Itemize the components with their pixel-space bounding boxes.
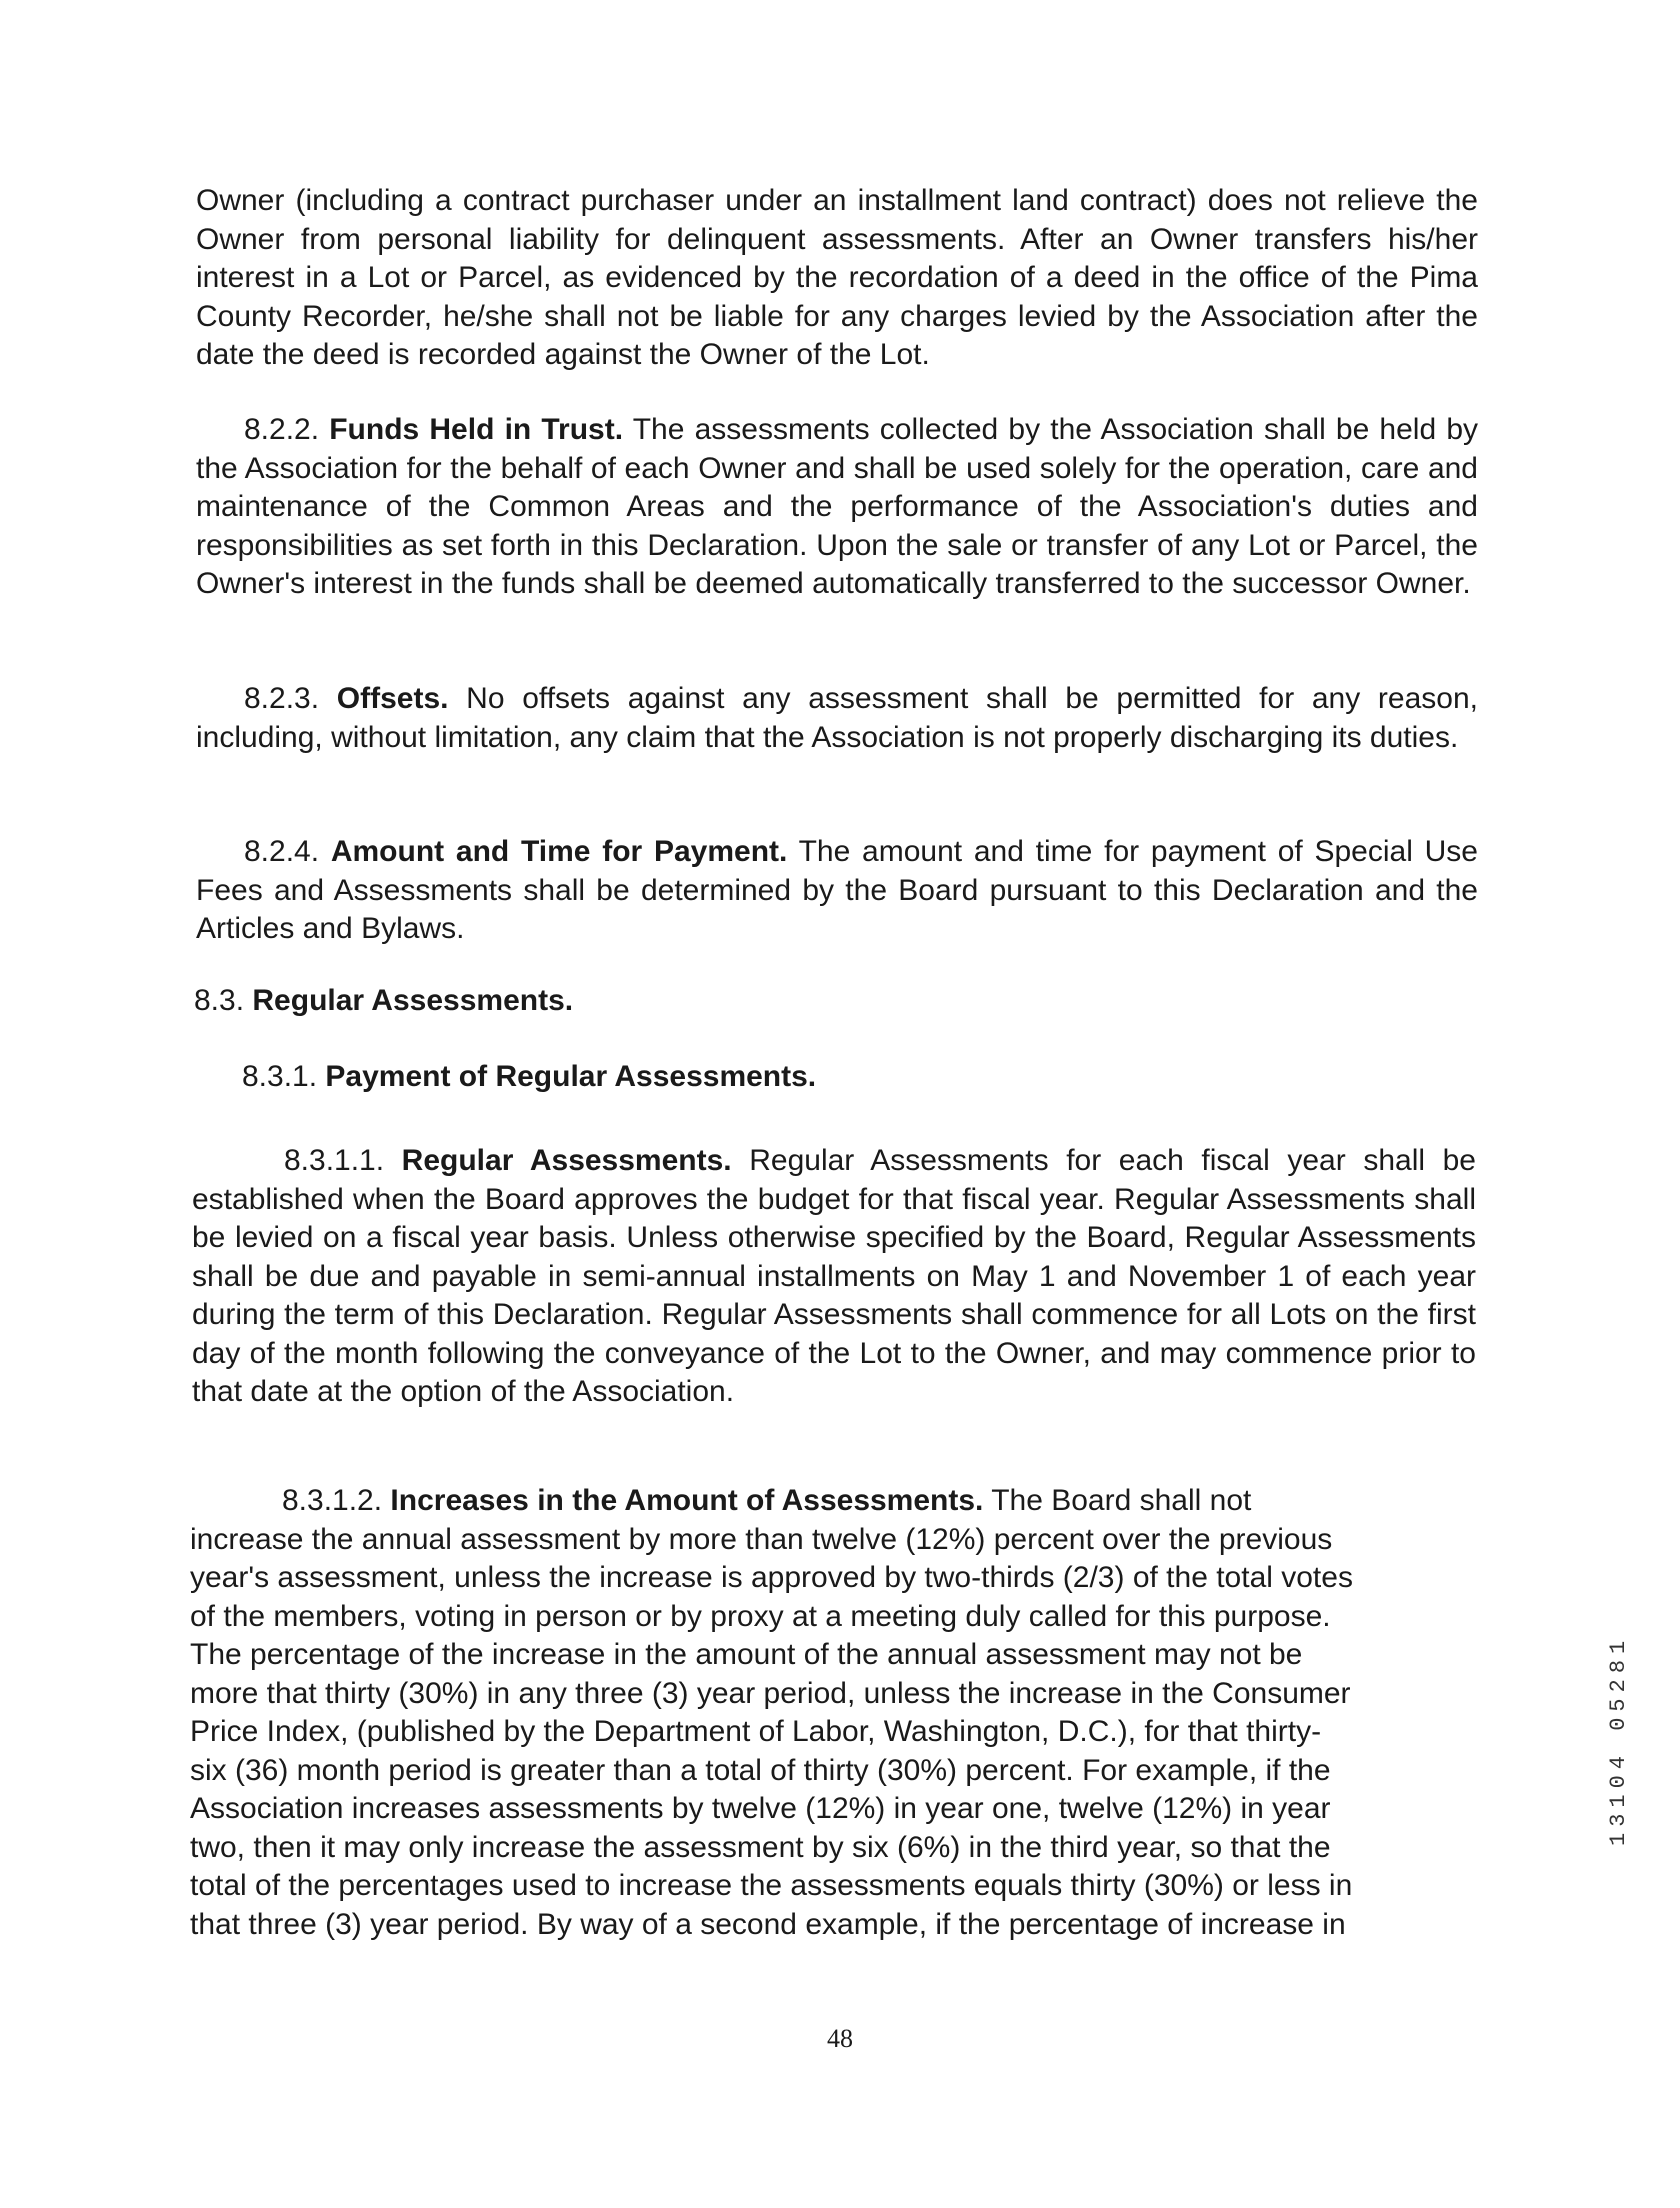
- body-line: Association increases assessments by twelve (12%) in year one, twelve (12%) in year: [190, 1792, 1331, 1825]
- heading-8-3-1: [242, 1058, 816, 1097]
- section-body: The amount and time for payment of Special Use Fees and Assessments shall be determined by the Board pursuant to this Declaration and the Articles and Bylaws.: [196, 835, 1478, 945]
- body-line: increase the annual assessment by more than twelve (12%) percent over the previous: [190, 1522, 1333, 1556]
- page-number: 48: [827, 2024, 853, 2053]
- section-8-3-1-1: [192, 1142, 1476, 1412]
- section-number: 8.3.1.2.: [282, 1484, 383, 1517]
- section-title: Increases in the Amount of Assessments.: [390, 1484, 984, 1517]
- body-line: two, then it may only increase the assessment by six (6%) in the third year, so that the: [190, 1830, 1331, 1864]
- paragraph-continuation: Owner (including a contract purchaser under an installment land contract) does not relieve the Owner from personal liability for delinquent assessments. After an Owner transfers his/her interest in a Lot or Parcel, as evidenced by the recordation of a deed in the office of the Pima County Recorder, he/she shall not be liable for any charges levied by the Association after the date the deed is recorded against the Owner of the Lot.: [196, 184, 1478, 371]
- section-8-3-1-2: [190, 1482, 1490, 1944]
- section-number: 8.2.3.: [244, 682, 320, 715]
- section-title: Funds Held in Trust.: [329, 413, 624, 446]
- heading-8-3: [194, 982, 573, 1021]
- section-body: No offsets against any assessment shall be permitted for any reason, including, without limitation, any claim that the Association is not properly discharging its duties.: [196, 682, 1478, 754]
- body-line: Price Index, (published by the Department of Labor, Washington, D.C.), for that thirty-: [190, 1715, 1322, 1748]
- recording-stamp: 13104 05281: [1606, 1634, 1631, 1846]
- body-line: more that thirty (30%) in any three (3) year period, unless the increase in the Consumer: [190, 1676, 1351, 1710]
- section-8-2-3: [196, 680, 1478, 757]
- section-title: Amount and Time for Payment.: [330, 835, 788, 868]
- body-line: The percentage of the increase in the amount of the annual assessment may not be: [190, 1638, 1303, 1671]
- heading-number: 8.3.1.: [242, 1060, 318, 1093]
- section-8-2-2: [196, 411, 1478, 604]
- heading-number: 8.3.: [194, 984, 245, 1017]
- heading-title: Regular Assessments.: [252, 984, 574, 1017]
- section-number: 8.3.1.1.: [284, 1144, 385, 1177]
- body-line: of the members, voting in person or by proxy at a meeting duly called for this purpose.: [190, 1599, 1331, 1633]
- section-number: 8.2.2.: [244, 413, 320, 446]
- section-first-line: [190, 1482, 1490, 1521]
- section-body: The assessments collected by the Association shall be held by the Association for the behalf of each Owner and shall be used solely for the operation, care and maintenance of the Common Areas and the performance of the Association's duties and responsibilities as set forth in this Declaration. Upon the sale or transfer of any Lot or Parcel, the Owner's interest in the funds shall be deemed automatically transferred to the successor Owner.: [196, 413, 1479, 600]
- section-body: Regular Assessments for each fiscal year shall be established when the Board approves the budget for that fiscal year. Regular Assessments shall be levied on a fiscal year basis. Unless otherwise specified by the Board, Regular Assessments shall be due and payable in semi-annual installments on May 1 and November 1 of each year during the term of this Declaration. Regular Assessments shall commence for all Lots on the first day of the month following the conveyance of the Lot to the Owner, and may commence prior to that date at the option of the Association.: [192, 1144, 1476, 1408]
- section-title: Offsets.: [336, 682, 449, 715]
- section-number: 8.2.4.: [244, 835, 320, 868]
- body-line: six (36) month period is greater than a total of thirty (30%) percent. For example, if the: [190, 1753, 1331, 1787]
- section-8-2-4: [196, 833, 1478, 949]
- body-line: The Board shall not: [991, 1484, 1252, 1517]
- body-line: year's assessment, unless the increase is approved by two-thirds (2/3) of the total votes: [190, 1561, 1353, 1594]
- heading-title: Payment of Regular Assessments.: [325, 1060, 817, 1093]
- body-line: total of the percentages used to increase the assessments equals thirty (30%) or less in: [190, 1869, 1353, 1902]
- body-line: that three (3) year period. By way of a second example, if the percentage of increase in: [190, 1907, 1346, 1941]
- section-title: Regular Assessments.: [401, 1144, 732, 1177]
